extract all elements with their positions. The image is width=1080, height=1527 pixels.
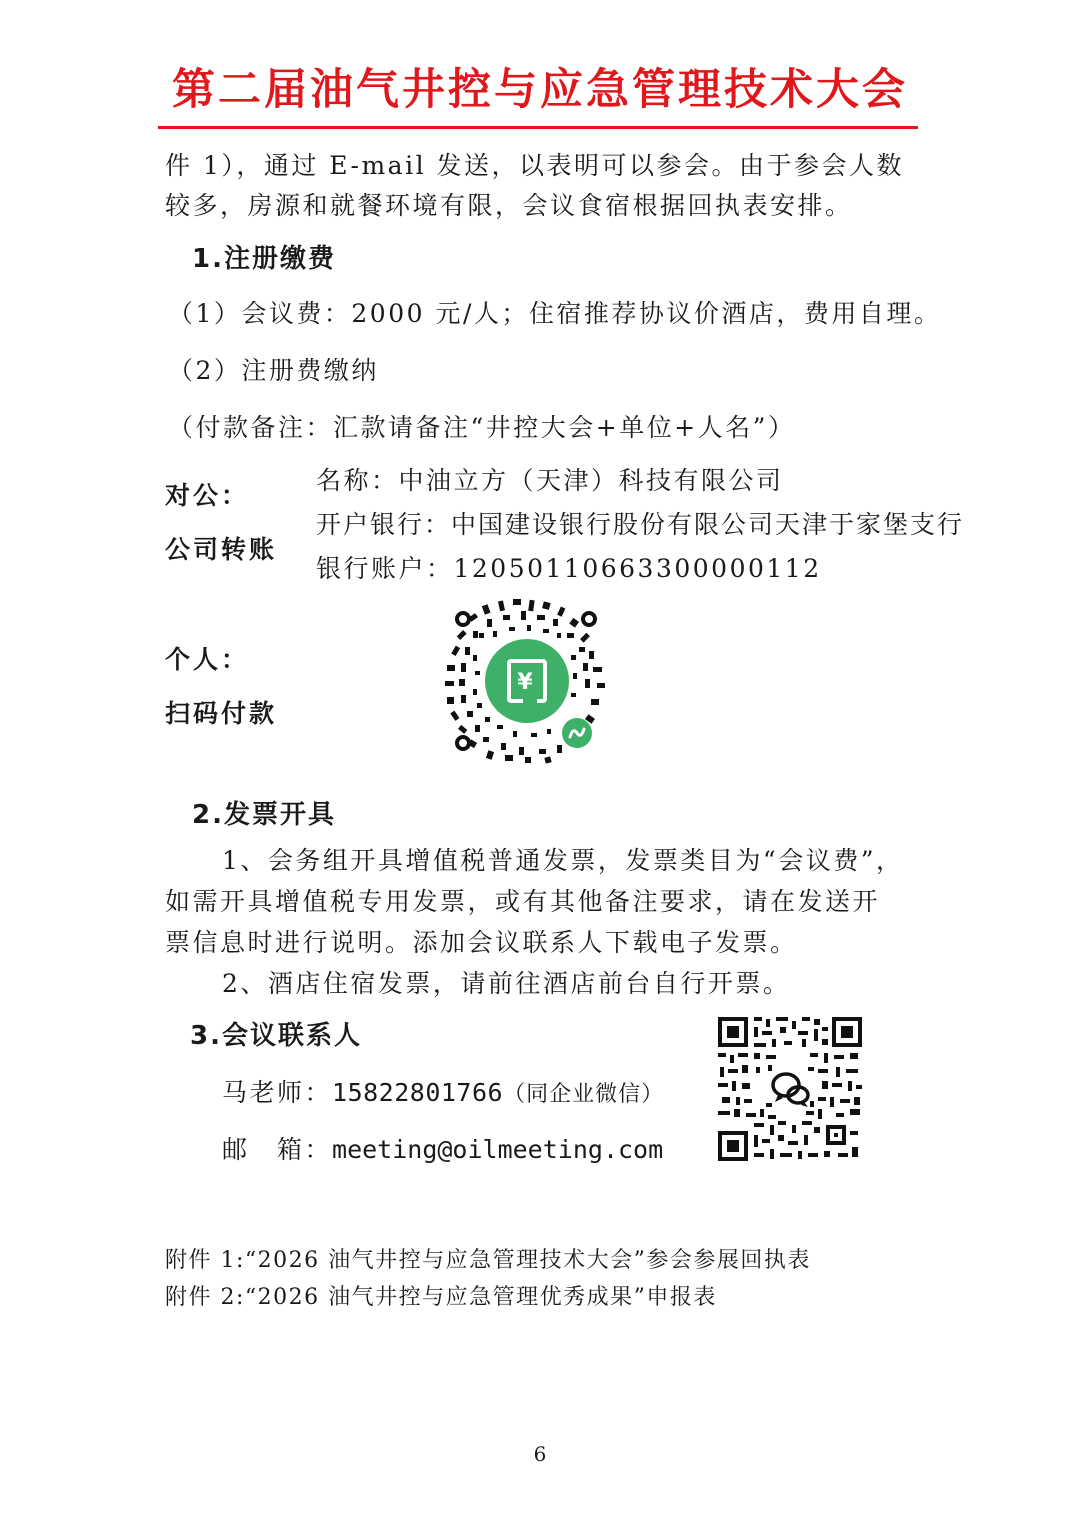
personal-label: 个人： — [165, 645, 250, 674]
page-title: 第二届油气井控与应急管理技术大会 — [172, 65, 908, 115]
email-label: 邮 箱： — [222, 1135, 333, 1164]
corporate-label: 对公： — [165, 481, 250, 510]
invoice-para-2: 2、酒店住宿发票，请前往酒店前台自行开票。 — [222, 969, 791, 998]
payment-item: （2）注册费缴纳 — [168, 356, 379, 385]
contact-email[interactable]: meeting@oilmeeting.com — [332, 1135, 664, 1164]
wechat-contact-qr-code[interactable] — [718, 1017, 862, 1161]
invoice-para-1-line-2: 如需开具增值税专用发票，或有其他备注要求，请在发送开 — [165, 887, 881, 916]
bank-name: 开户银行：中国建设银行股份有限公司天津于家堡支行 — [316, 510, 965, 539]
teacher-label: 马老师： — [222, 1078, 333, 1107]
invoice-para-1-line-1: 1、会务组开具增值税普通发票，发票类目为“会议费”， — [222, 846, 904, 875]
attachment-1[interactable]: 附件 1:“2026 油气井控与应急管理技术大会”参会参展回执表 — [165, 1248, 811, 1273]
attachment-2[interactable]: 附件 2:“2026 油气井控与应急管理优秀成果”申报表 — [165, 1285, 717, 1310]
corporate-transfer-label: 公司转账 — [165, 535, 278, 564]
bank-account: 银行账户：120501106633000001​12 — [316, 554, 822, 583]
invoice-para-1-line-3: 票信息时进行说明。添加会议联系人下载电子发票。 — [165, 928, 798, 957]
teacher-note: （同企业微信） — [503, 1082, 665, 1107]
contact-teacher — [222, 1073, 664, 1109]
intro-line-2: 较多，房源和就餐环境有限，会议食宿根据回执表安排。 — [165, 191, 853, 220]
contact-heading: 3.会议联系人 — [190, 1021, 362, 1051]
teacher-phone[interactable]: 15822801766 — [332, 1078, 504, 1107]
intro-line-1: 件 1），通过 E-mail 发送，以表明可以参会。由于参会人数 — [165, 151, 905, 180]
title-divider — [158, 126, 918, 129]
registration-heading: 1.注册缴费 — [192, 244, 336, 274]
qr-yuan-symbol: ¥ — [517, 670, 533, 695]
fee-item: （1）会议费：2000 元/人；住宿推荐协议价酒店，费用自理。 — [168, 299, 942, 328]
scan-pay-label: 扫码付款 — [165, 699, 278, 728]
contact-email-row — [222, 1130, 663, 1166]
company-name: 名称：中油立方（天津）科技有限公司 — [316, 466, 784, 495]
invoice-heading: 2.发票开具 — [192, 800, 336, 830]
payment-qr-code[interactable] — [443, 597, 611, 765]
page-number: 6 — [533, 1442, 547, 1466]
payment-note: （付款备注：汇款请备注“井控大会+单位+人名”） — [168, 413, 796, 442]
